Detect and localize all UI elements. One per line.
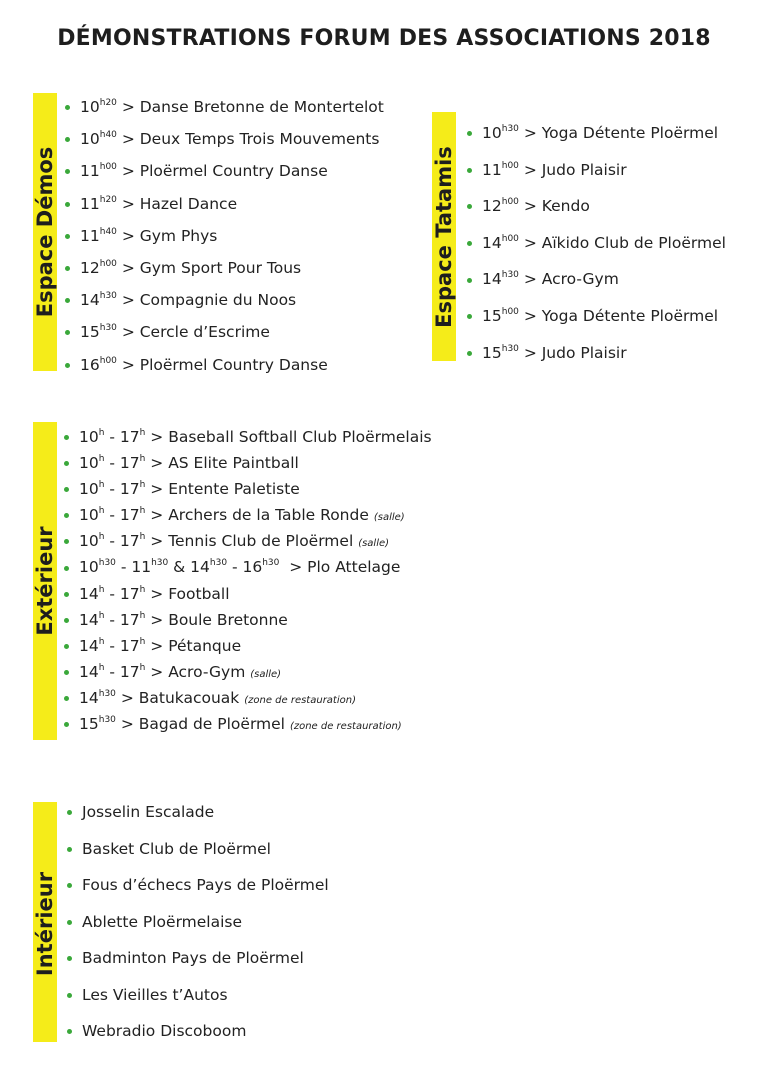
separator: > [145,454,169,473]
time-hour: 10 [79,428,99,446]
list-item [482,115,726,152]
list-item [79,607,432,633]
time-minutes: h [98,506,105,517]
list-item [79,450,432,476]
list-item [79,633,432,659]
association-name: Gym Sport Pour Tous [139,258,302,277]
association-name: Judo Plaisir [541,160,627,179]
time-minutes: h [139,584,146,595]
bullet-icon [67,956,72,961]
interieur-label: Intérieur [33,871,57,977]
time-minutes: h00 [99,355,117,366]
separator: > [518,197,542,216]
time-hour: & 14 [168,558,210,577]
list-item [80,91,384,123]
bullet-icon [65,298,70,303]
association-name: Basket Club de Ploërmel [82,839,271,858]
association-name: Les Vieilles t’Autos [82,985,228,1004]
time-minutes: h30 [98,558,116,569]
association-name: Boule Bretonne [168,610,288,629]
time-hour: - 17 [104,428,140,446]
bullet-icon [467,351,472,356]
time-hour: - 17 [104,584,140,603]
association-name: Bagad de Ploërmel [138,715,285,734]
time-minutes: h [139,454,146,465]
bullet-icon [67,847,72,852]
time-minutes: h [98,454,105,465]
time-minutes: h [139,610,146,621]
association-name: Acro-Gym [168,662,246,681]
bullet-icon [467,131,472,136]
bullet-icon [64,644,69,649]
time-minutes: h [139,662,146,673]
list-item [79,476,432,502]
bullet-icon [65,202,70,207]
association-name: Ploërmel Country Danse [139,355,328,374]
time-minutes: h [98,610,105,621]
bullet-icon [64,696,69,701]
separator: > [116,162,140,181]
list-item [482,335,726,372]
bullet-icon [64,566,69,571]
bullet-icon [65,330,70,335]
location-note: (salle) [250,668,282,680]
time-minutes: h00 [99,258,117,269]
association-name: AS Elite Paintball [168,454,299,473]
time-hour: 15 [79,715,99,734]
time-hour: 10 [79,506,99,525]
association-name: Football [168,584,230,603]
separator: > [145,532,169,551]
association-name: Webradio Discoboom [82,1022,247,1040]
separator: > [116,323,140,342]
bullet-icon [67,993,72,998]
list-item [79,711,432,737]
list-item [80,252,384,284]
time-hour: - 17 [104,662,140,681]
association-name: Archers de la Table Ronde [168,506,369,525]
association-name: Entente Paletiste [168,480,300,499]
separator: > [518,233,542,252]
time-hour: 15 [80,323,100,342]
time-minutes: h30 [99,291,117,302]
time-minutes: h30 [501,124,519,134]
time-minutes: h30 [262,558,280,569]
bullet-icon [64,539,69,544]
espace-demos-label: Espace Démos [33,146,57,318]
time-hour: 14 [482,270,502,289]
list-item [482,225,726,262]
separator: > [145,636,169,655]
time-minutes: h [98,584,105,595]
time-minutes: h40 [99,226,117,237]
page-title: DÉMONSTRATIONS FORUM DES ASSOCIATIONS 2018 [57,26,711,51]
list-item [79,502,432,528]
time-hour: 10 [79,532,99,551]
time-minutes: h00 [501,306,519,317]
list-item [79,659,432,685]
time-hour: 10 [79,480,99,499]
bullet-icon [65,105,70,110]
separator: > [116,130,140,149]
list-item [482,298,726,335]
list-item [80,316,384,348]
time-hour: - 17 [104,480,140,499]
separator: > [116,98,140,116]
time-minutes: h [98,662,105,673]
separator: > [116,291,140,310]
bullet-icon [65,363,70,368]
time-hour: - 17 [104,610,140,629]
time-minutes: h30 [501,343,519,354]
list-item [82,800,329,837]
time-minutes: h30 [98,715,116,726]
bullet-icon [67,810,72,815]
espace-demos-list [80,91,384,381]
time-hour: 11 [80,194,100,213]
time-hour: 10 [482,124,502,142]
time-minutes: h [98,428,105,438]
separator: > [518,124,542,142]
bullet-icon [64,487,69,492]
association-name: Badminton Pays de Ploërmel [82,949,304,967]
time-hour: - 17 [104,506,140,525]
list-item [482,261,726,298]
location-note: (zone de restauration) [244,694,356,706]
bullet-icon [65,234,70,239]
separator: > [145,662,169,681]
time-hour: 15 [482,306,502,325]
list-item [482,152,726,189]
bullet-icon [64,618,69,623]
list-item [82,837,329,874]
espace-tatamis-label: Espace Tatamis [432,146,456,328]
time-hour: 10 [79,558,99,577]
time-hour: 10 [80,98,100,116]
separator: > [116,258,140,277]
time-hour: 15 [482,343,502,362]
association-name: Danse Bretonne de Montertelot [139,98,384,116]
list-item [82,946,329,983]
association-name: Plo Attelage [307,558,401,577]
exterieur-label: Extérieur [33,526,57,636]
time-hour: 11 [80,162,100,181]
list-item [82,873,329,910]
time-hour: 10 [79,454,99,473]
time-minutes: h20 [99,98,117,108]
time-minutes: h30 [98,688,116,699]
list-item [82,910,329,947]
time-minutes: h40 [99,130,117,141]
association-name: Ploërmel Country Danse [139,162,328,181]
association-name: Hazel Dance [139,194,238,213]
separator: > [518,160,542,179]
separator: > [145,506,169,525]
bullet-icon [65,137,70,142]
time-minutes: h [139,428,146,438]
separator: > [116,194,140,213]
separator: > [115,688,139,707]
list-item [80,188,384,220]
time-hour: 14 [79,688,99,707]
time-hour: 14 [80,291,100,310]
interieur-list [82,800,329,1056]
time-hour: - 17 [104,636,140,655]
time-hour: - 16 [227,558,263,577]
bullet-icon [65,266,70,271]
list-item [79,581,432,607]
time-hour: 12 [80,258,100,277]
time-minutes: h00 [501,197,519,208]
bullet-icon [64,435,69,440]
separator: > [279,558,308,577]
location-note: (salle) [373,512,405,524]
association-name: Kendo [541,197,590,216]
time-hour: 14 [79,662,99,681]
separator: > [145,480,169,499]
bullet-icon [64,513,69,518]
time-hour: 14 [482,233,502,252]
time-minutes: h [98,532,105,543]
time-hour: 12 [482,197,502,216]
list-item [79,685,432,711]
separator: > [518,270,542,289]
exterieur-list [79,424,432,737]
bullet-icon [467,168,472,173]
time-minutes: h [139,636,146,647]
separator: > [518,306,542,325]
separator: > [115,715,139,734]
association-name: Yoga Détente Ploërmel [541,124,719,142]
time-minutes: h [139,506,146,517]
association-name: Compagnie du Noos [139,291,297,310]
list-item [82,1019,329,1056]
association-name: Aïkido Club de Ploërmel [541,233,726,252]
time-hour: 14 [79,610,99,629]
time-hour: 14 [79,636,99,655]
association-name: Acro-Gym [541,270,619,289]
association-name: Judo Plaisir [541,343,627,362]
time-minutes: h [98,480,105,491]
association-name: Josselin Escalade [82,803,215,821]
separator: > [145,428,169,446]
association-name: Fous d’échecs Pays de Ploërmel [82,876,329,894]
bullet-icon [467,278,472,283]
time-minutes: h00 [501,160,519,171]
bullet-icon [467,314,472,319]
bullet-icon [67,883,72,888]
bullet-icon [64,722,69,727]
time-minutes: h30 [501,270,519,281]
time-minutes: h [139,532,146,543]
location-note: (zone de restauration) [289,721,402,733]
time-minutes: h30 [99,323,117,334]
bullet-icon [64,592,69,597]
list-item [80,284,384,316]
separator: > [145,584,169,603]
separator: > [116,226,140,245]
time-hour: 10 [80,130,100,149]
association-name: Yoga Détente Ploërmel [541,306,719,325]
time-hour: 14 [79,584,99,603]
association-name: Gym Phys [139,226,218,245]
time-minutes: h00 [501,233,519,244]
time-hour: 11 [482,160,502,179]
association-name: Cercle d’Escrime [139,323,270,342]
time-hour: - 17 [104,454,140,473]
bullet-icon [67,1029,72,1034]
association-name: Tennis Club de Ploërmel [168,532,354,551]
time-minutes: h30 [151,558,169,569]
separator: > [116,355,140,374]
list-item [80,155,384,187]
association-name: Baseball Softball Club Ploërmelais [168,428,432,446]
location-note: (salle) [358,538,390,550]
separator: > [518,343,542,362]
list-item [80,220,384,252]
list-item [79,554,432,580]
time-minutes: h [98,636,105,647]
time-minutes: h30 [209,558,228,569]
bullet-icon [65,169,70,174]
association-name: Pétanque [168,636,242,655]
time-hour: - 17 [104,532,140,551]
list-item [80,349,384,381]
separator: > [145,610,169,629]
association-name: Deux Temps Trois Mouvements [139,130,380,149]
list-item [79,424,432,450]
list-item [482,188,726,225]
bullet-icon [467,241,472,246]
bullet-icon [467,204,472,209]
time-minutes: h00 [99,162,117,173]
time-hour: 16 [80,355,100,374]
association-name: Ablette Ploërmelaise [82,912,243,931]
time-hour: - 11 [115,558,152,577]
bullet-icon [64,461,69,466]
espace-tatamis-list [482,115,726,371]
list-item [82,983,329,1020]
time-hour: 11 [80,226,100,245]
bullet-icon [67,920,72,925]
list-item [80,123,384,155]
time-minutes: h [139,480,146,491]
list-item [79,528,432,554]
association-name: Batukacouak [138,688,240,707]
time-minutes: h20 [99,194,117,205]
bullet-icon [64,670,69,675]
